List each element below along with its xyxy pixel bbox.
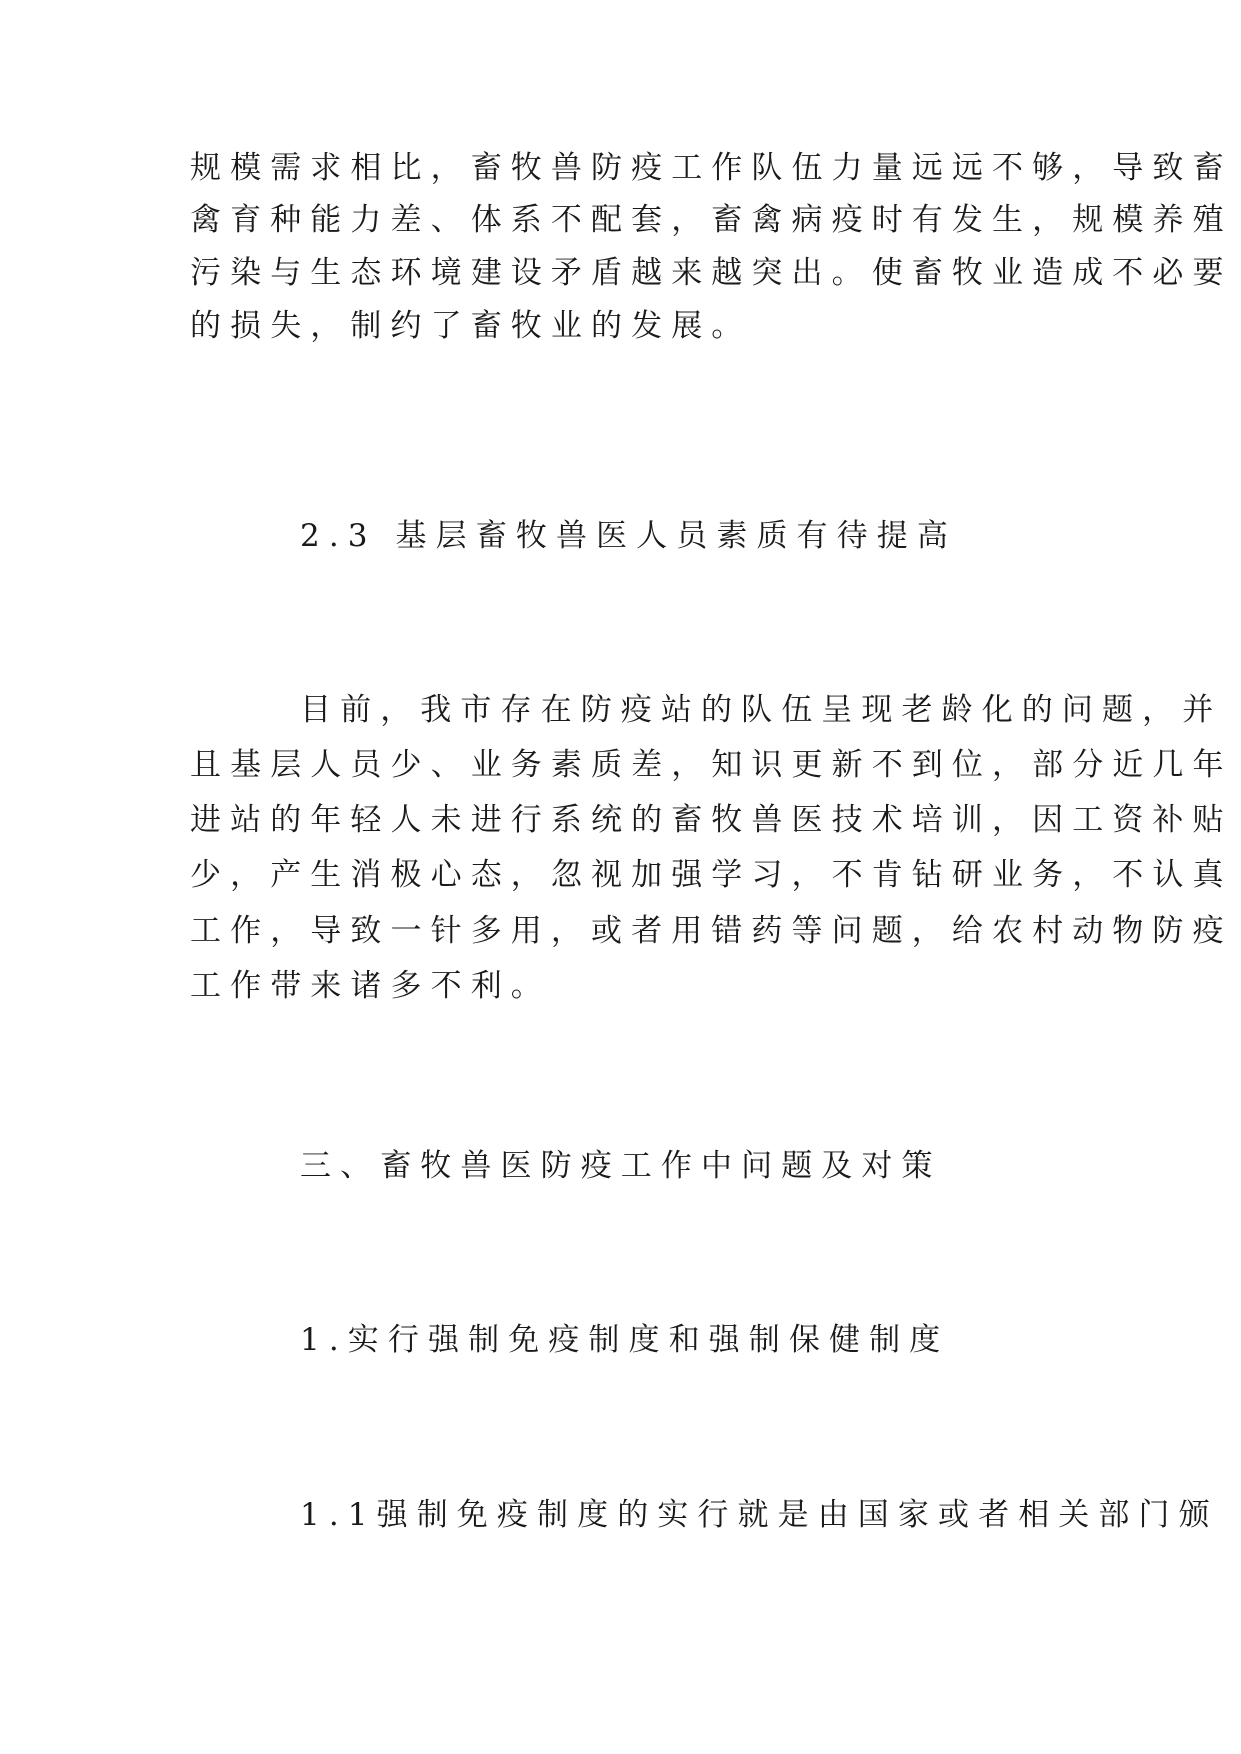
paragraph-1-line-2: 禽育种能力差、体系不配套，畜禽病疫时有发生，规模养殖 (190, 202, 1233, 238)
paragraph-1-line-4: 的损失，制约了畜牧业的发展。 (190, 308, 752, 344)
section-heading-2-3: 2.3 基层畜牧兽医人员素质有待提高 (300, 518, 957, 554)
paragraph-1-line-1: 规模需求相比，畜牧兽防疫工作队伍力量远远不够，导致畜 (190, 150, 1233, 186)
section-heading-3: 三、畜牧兽医防疫工作中问题及对策 (300, 1148, 942, 1184)
paragraph-2-line-1: 目前，我市存在防疫站的队伍呈现老龄化的问题，并 (300, 692, 1223, 728)
section-heading-1: 1.实行强制免疫制度和强制保健制度 (300, 1322, 950, 1358)
paragraph-2-line-5: 工作，导致一针多用，或者用错药等问题，给农村动物防疫 (190, 913, 1233, 949)
paragraph-2-line-3: 进站的年轻人未进行系统的畜牧兽医技术培训，因工资补贴 (190, 802, 1233, 838)
paragraph-3-line-1: 1.1强制免疫制度的实行就是由国家或者相关部门颁 (300, 1497, 1219, 1533)
paragraph-1-line-3: 污染与生态环境建设矛盾越来越突出。使畜牧业造成不必要 (190, 255, 1233, 291)
paragraph-2-line-4: 少，产生消极心态，忽视加强学习，不肯钻研业务，不认真 (190, 857, 1233, 893)
paragraph-2-line-6: 工作带来诸多不利。 (190, 968, 551, 1004)
paragraph-2-line-2: 且基层人员少、业务素质差，知识更新不到位，部分近几年 (190, 747, 1233, 783)
